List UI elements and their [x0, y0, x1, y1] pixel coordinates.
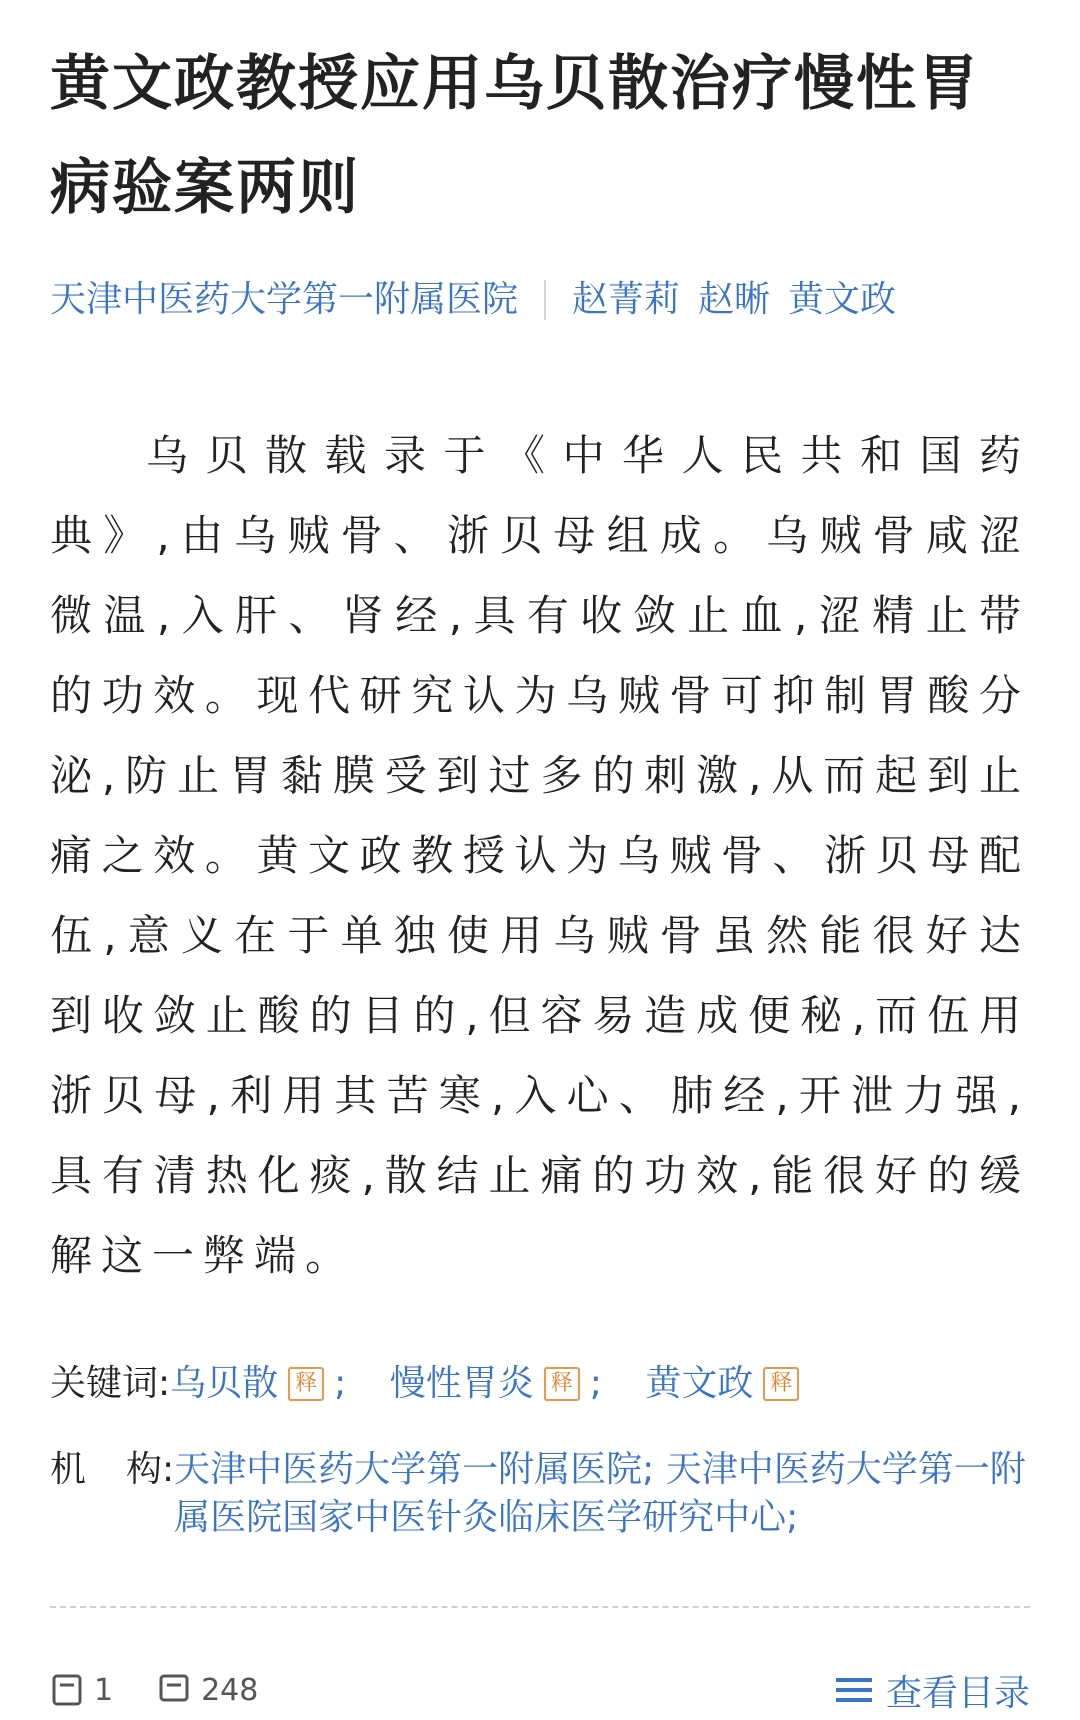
organization-label-char: 构: [126, 1449, 175, 1490]
keyword-link[interactable]: 乌贝散 [170, 1363, 279, 1404]
table-of-contents-label: 查看目录 [885, 1672, 1030, 1714]
explain-badge[interactable]: 释 [544, 1367, 580, 1401]
institution-link[interactable]: 天津中医药大学第一附属医院 [50, 279, 519, 320]
keyword-item [390, 1360, 634, 1408]
download-stat[interactable] [50, 1673, 113, 1708]
organization-label-char: 机 [50, 1449, 87, 1490]
keyword-item [645, 1360, 799, 1408]
article-meta [50, 278, 1030, 322]
keyword-separator: ; [589, 1363, 602, 1404]
keyword-link[interactable]: 慢性胃炎 [389, 1363, 534, 1404]
table-of-contents-button[interactable] [834, 1665, 1030, 1716]
organization-links[interactable]: 天津中医药大学第一附属医院; 天津中医药大学第一附属医院国家中医针灸临床医学研究中心; [174, 1449, 1026, 1538]
keywords-label: 关键词: [50, 1363, 171, 1404]
article-footer [50, 1660, 1030, 1720]
dashed-divider [50, 1606, 1030, 1608]
keyword-link[interactable]: 黄文政 [645, 1363, 754, 1404]
list-icon [834, 1674, 874, 1706]
download-count: 1 [94, 1672, 114, 1708]
author-link[interactable]: 赵菁莉 [572, 279, 681, 320]
keyword-separator: ; [334, 1363, 347, 1404]
explain-badge[interactable]: 释 [288, 1367, 324, 1401]
keywords-row [50, 1360, 1030, 1408]
keyword-item [170, 1360, 378, 1408]
view-count: 248 [201, 1672, 259, 1708]
author-link[interactable]: 黄文政 [788, 279, 897, 320]
author-link[interactable]: 赵晰 [698, 279, 771, 320]
organization-label [50, 1446, 174, 1494]
view-stat[interactable] [157, 1673, 258, 1708]
chat-icon [157, 1673, 191, 1707]
keywords-list [170, 1360, 799, 1408]
document-icon [50, 1673, 84, 1707]
abstract-text: 乌贝散载录于《中华人民共和国药典》,由乌贼骨、浙贝母组成。乌贼骨咸涩微温,入肝、肾经,具有收敛止血,涩精止带的功效。现代研究认为乌贼骨可抑制胃酸分泌,防止胃黏膜受到过多的刺激,从而起到止痛之效。黄文政教授认为乌贼骨、浙贝母配伍,意义在于单独使用乌贼骨虽然能很好达到收敛止酸的目的,但容易造成便秘,而伍用浙贝母,利用其苦寒,入心、肺经,开泄力强,具有清热化痰,散结止痛的功效,能很好的缓解这一弊端。 [50, 431, 1030, 1280]
meta-divider [544, 280, 546, 320]
article-title: 黄文政教授应用乌贝散治疗慢性胃病验案两则 [50, 49, 980, 223]
organization-row [50, 1446, 1030, 1542]
explain-badge[interactable]: 释 [763, 1367, 799, 1401]
